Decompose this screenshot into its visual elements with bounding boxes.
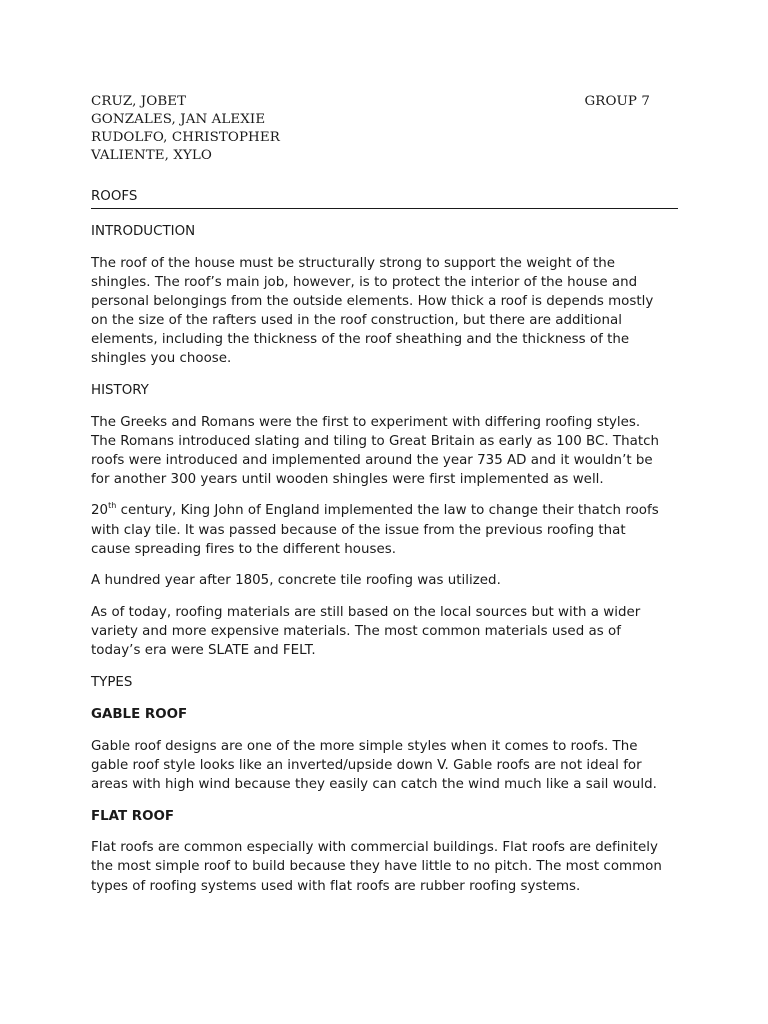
flat-roof-paragraph: [91, 838, 678, 895]
author-name: GONZALES, JAN ALEXIE: [91, 112, 266, 127]
text-fragment: century, King John of England implemented the law to change their thatch roofs: [116, 503, 659, 519]
ordinal-suffix: th: [108, 500, 117, 510]
text-line: cause spreading fires to the different houses.: [91, 541, 397, 557]
text-line: Gable roof designs are one of the more simple styles when it comes to roofs. The: [91, 738, 638, 754]
text-line: for another 300 years until wooden shingles were first implemented as well.: [91, 471, 604, 487]
author-name: CRUZ, JOBET: [91, 94, 187, 109]
subheading-flat-roof: FLAT ROOF: [91, 808, 175, 824]
author-block: [91, 93, 678, 165]
author-name: RUDOLFO, CHRISTOPHER: [91, 130, 280, 145]
text-line: roofs were introduced and implemented around the year 735 AD and it wouldn’t be: [91, 452, 653, 468]
text-line: The roof of the house must be structurally strong to support the weight of the: [91, 255, 615, 271]
section-heading-history: HISTORY: [91, 383, 149, 399]
section-heading-types: TYPES: [91, 675, 133, 691]
history-paragraph: [91, 501, 678, 558]
text-line: types of roofing systems used with flat roofs are rubber roofing systems.: [91, 878, 581, 894]
text-line: the most simple roof to build because they have little to no pitch. The most common: [91, 859, 662, 875]
text-line: today’s era were SLATE and FELT.: [91, 643, 316, 658]
text-line: [91, 501, 678, 520]
text-line: with clay tile. It was passed because of the issue from the previous roofing that: [91, 522, 626, 538]
text-line: shingles you choose.: [91, 350, 232, 366]
introduction-paragraph: [91, 254, 678, 369]
author-name: VALIENTE, XYLO: [91, 148, 212, 163]
document-page: [91, 93, 678, 896]
history-paragraph: [91, 571, 678, 590]
text-line: The Greeks and Romans were the first to experiment with differing roofing styles.: [91, 414, 641, 430]
text-line: personal belongings from the outside elements. How thick a roof is depends mostly: [91, 293, 654, 309]
text-line: Flat roofs are common especially with commercial buildings. Flat roofs are definitely: [91, 840, 658, 856]
gable-roof-paragraph: [91, 737, 678, 794]
text-line: shingles. The roof’s main job, however, is to protect the interior of the house and: [91, 274, 638, 290]
subheading-gable-roof: GABLE ROOF: [91, 707, 188, 723]
document-title: ROOFS: [91, 188, 678, 209]
text-line: variety and more expensive materials. The most common materials used as of: [91, 623, 621, 639]
text-line: gable roof style looks like an inverted/upside down V. Gable roofs are not ideal for: [91, 757, 642, 773]
century-number: 20: [91, 503, 109, 519]
text-line: areas with high wind because they easily can catch the wind much like a sail would.: [91, 776, 657, 792]
text-line: The Romans introduced slating and tiling to Great Britain as early as 100 BC. Thatch: [91, 433, 660, 449]
text-line: A hundred year after 1805, concrete tile roofing was utilized.: [91, 573, 501, 589]
section-heading-introduction: INTRODUCTION: [91, 224, 196, 239]
text-line: As of today, roofing materials are still based on the local sources but with a wider: [91, 604, 641, 620]
text-line: on the size of the rafters used in the roof construction, but there are additional: [91, 312, 622, 328]
history-paragraph: [91, 603, 678, 660]
history-paragraph: [91, 413, 678, 489]
text-line: elements, including the thickness of the roof sheathing and the thickness of the: [91, 331, 630, 347]
group-label: GROUP 7: [584, 94, 650, 109]
